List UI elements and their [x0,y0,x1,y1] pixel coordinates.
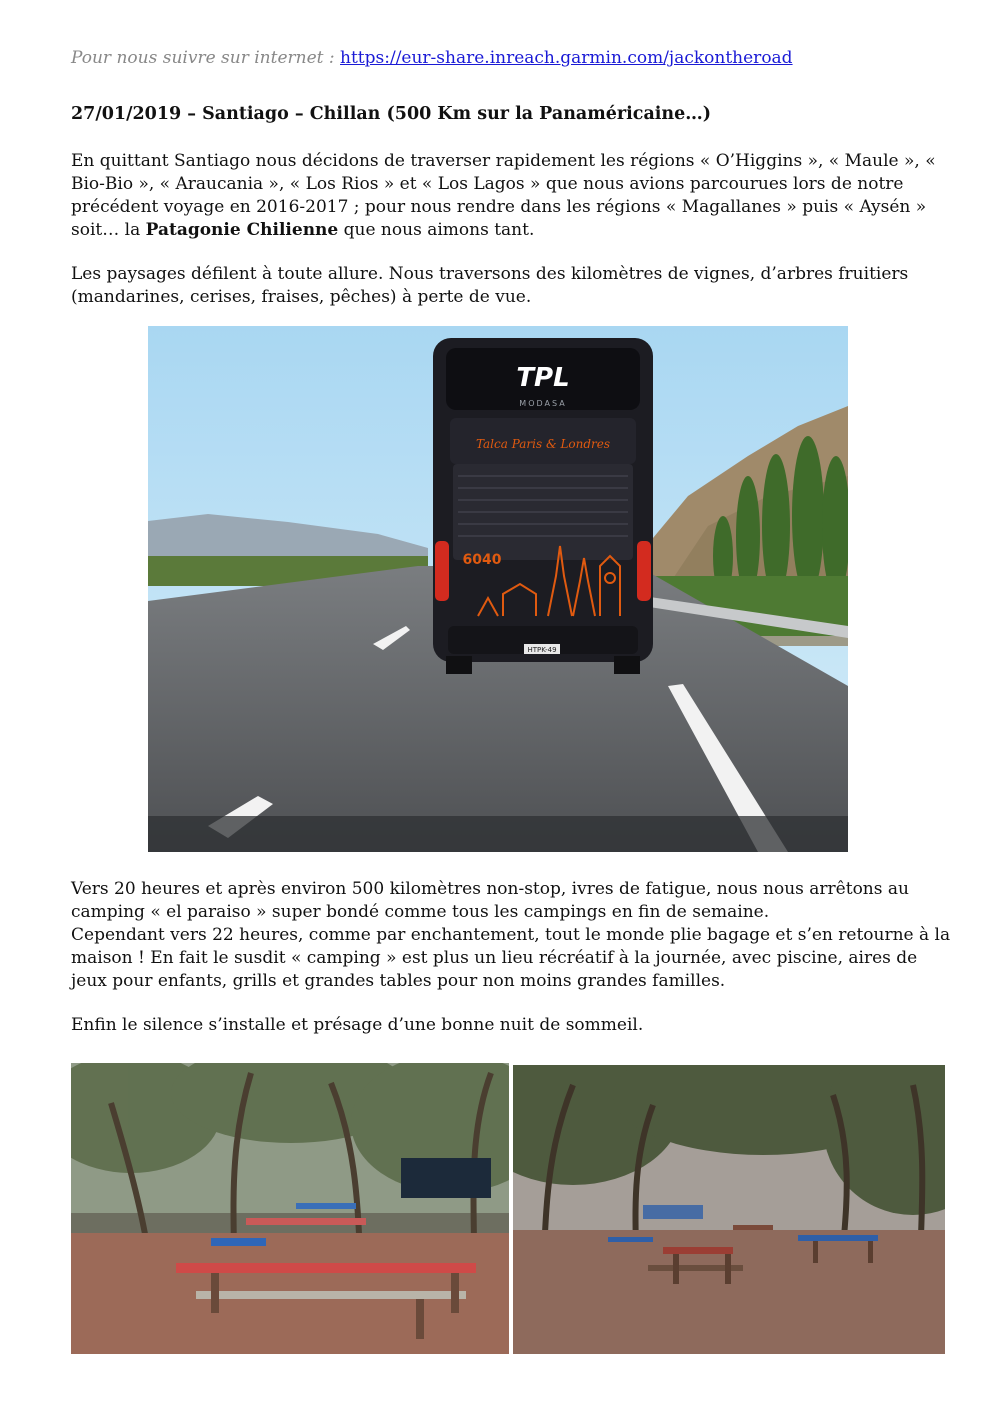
bus-plate-label: HTPK-49 [527,646,557,654]
camping-photo-tables [71,1063,509,1354]
entry-title: 27/01/2019 – Santiago – Chillan (500 Km sur la Panaméricaine…) [71,104,712,124]
bus-maker-label: MODASA [519,399,567,408]
bus-number-label: 6040 [462,552,502,568]
patagonia-highlight: Patagonie Chilienne [145,220,339,240]
paragraph-camping [71,878,951,993]
paragraph-camping-arrival: Vers 20 heures et après environ 500 kilomètres non-stop, ivres de fatigue, nous nous arrêtons au camping « el paraiso » super bondé comme tous les campings en fin de semaine. [71,879,909,922]
follow-line [71,48,793,68]
tracking-link[interactable]: https://eur-share.inreach.garmin.com/jackontheroad [340,48,793,68]
paragraph-route [71,150,951,242]
camping-photo-grove [513,1065,945,1354]
paragraph-camping-evening: Cependant vers 22 heures, comme par enchantement, tout le monde plie bagage et s’en retourne à la maison ! En fait le susdit « camping » est plus un lieu récréatif à la journée, avec piscine, aires de jeux pour enfants, grills et grandes tables pour non moins grandes familles. [71,925,951,991]
follow-label: Pour nous suivre sur internet : [71,48,335,68]
paragraph-route-end: que nous aimons tant. [343,220,535,240]
bus-photo [148,326,848,852]
paragraph-landscapes: Les paysages défilent à toute allure. Nous traversons des kilomètres de vignes, d’arbres fruitiers (mandarines, cerises, fraises, pêches) à perte de vue. [71,264,909,307]
bus-slogan-label: Talca Paris & Londres [475,437,611,451]
bus-brand-label: TPL [516,363,570,393]
paragraph-silence: Enfin le silence s’installe et présage d’une bonne nuit de sommeil. [71,1015,644,1035]
paragraph-route-start: En quittant Santiago nous décidons de traverser rapidement les régions « O’Higgins », « Maule », « Bio-Bio », « Araucania », « Los Rios » et « Los Lagos » que nous avions parcourues lors de notre précédent voyage en 2016-2017 ; pour nous rendre dans les régions « Magallanes » puis « Aysén » soit… la [71,151,936,240]
